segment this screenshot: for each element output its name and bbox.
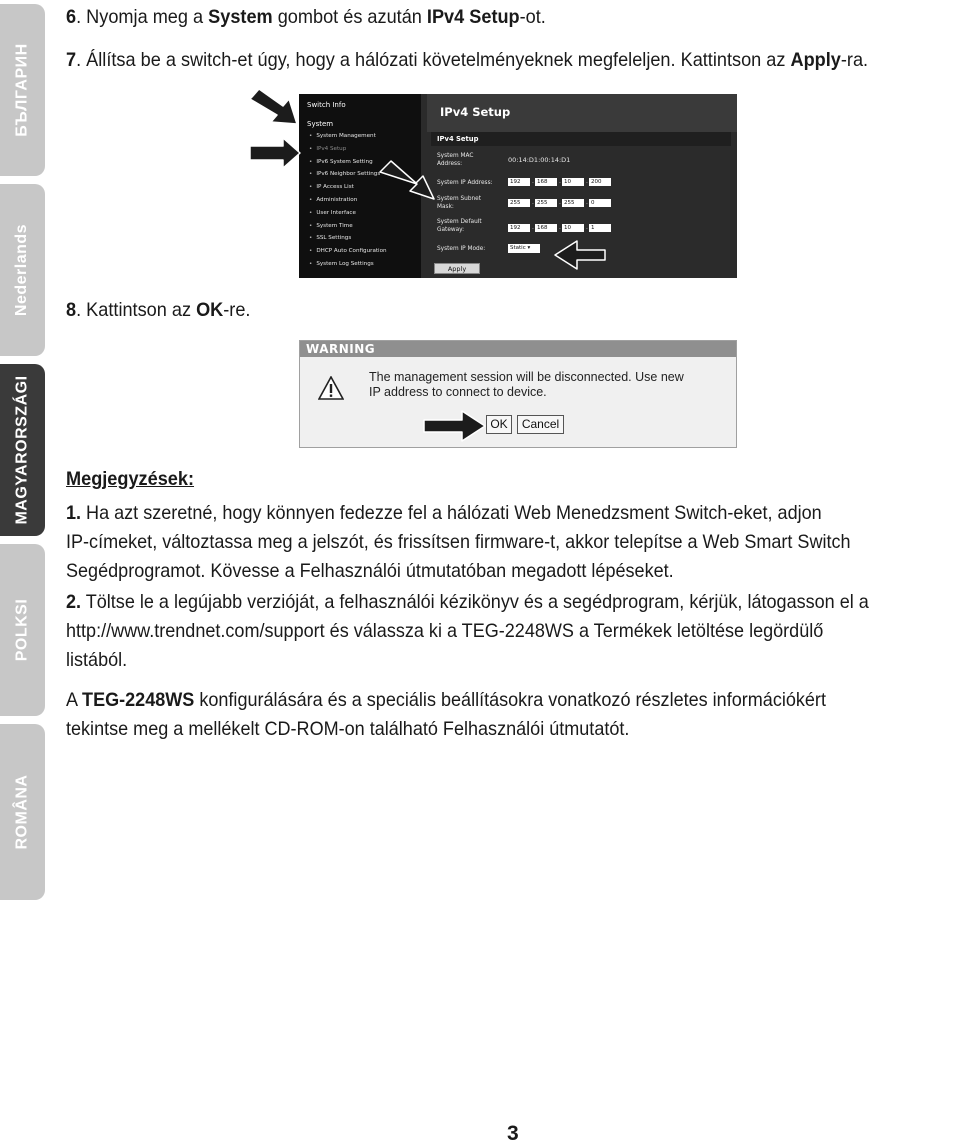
menu-item[interactable]: • DHCP Auto Configuration [309, 248, 387, 261]
page-title: IPv4 Setup [440, 105, 511, 119]
tab-polish[interactable] [0, 544, 45, 716]
tab-label: БЪЛГАРИН [13, 43, 31, 137]
arrow-icon [250, 89, 297, 124]
mask-octet-1[interactable]: 255 [508, 199, 530, 207]
note-2: 2. Töltse le a legújabb verzióját, a felhasználói kézikönyv és a segédprogram, kérjük, látogasson el a http://www.trendnet.com/support és válassza ki a TEG-2248WS a Termékek letöltése legördülő listából. [66, 591, 869, 671]
tab-dutch[interactable] [0, 184, 45, 356]
step-8: 8. Kattintson az OK-re. [66, 299, 251, 321]
gateway-octet-2[interactable]: 168 [535, 224, 557, 232]
tab-label: ROMÂNA [13, 774, 31, 850]
ipv4-setup-screenshot: Switch Info System • System Management • IPv4 Setup • IPv6 System Setting • IPv6 Neighbor Settings • IP Access List • Administration • User Interface • System Time • SSL Settings • DHCP Auto Configuration • System Log Settings IPv4 Setup IPv4 Setup System MAC Address: 00:14:D1:00:14:D1 System IP Address: 192 . 168 . 10 . 200 System Subnet Mask: 255 . 255 . 255 . 0 System Default Gateway: 192 . 168 . 10 . 1 System IP Mode: Static ▾ Apply [299, 94, 737, 278]
ip-octet-4[interactable]: 200 [589, 178, 611, 186]
warning-header [300, 341, 736, 357]
switch-info-header: Switch Info [307, 101, 346, 109]
ip-octet-2[interactable]: 168 [535, 178, 557, 186]
ip-octet-1[interactable]: 192 [508, 178, 530, 186]
section-title: IPv4 Setup [437, 135, 479, 143]
system-section-label[interactable]: System [307, 120, 334, 128]
warning-triangle-icon [318, 376, 344, 400]
tab-bulgarian[interactable] [0, 4, 45, 176]
menu-item[interactable]: • IPv6 System Setting [309, 159, 387, 172]
mac-value: 00:14:D1:00:14:D1 [508, 156, 571, 164]
ip-label: System IP Address: [437, 180, 493, 186]
gateway-octet-4[interactable]: 1 [589, 224, 611, 232]
gateway-label: System Default Gateway: [437, 219, 482, 233]
mask-label: System Subnet Mask: [437, 196, 482, 210]
tab-label: POLKSI [13, 598, 31, 662]
mask-octet-2[interactable]: 255 [535, 199, 557, 207]
menu-item-ipv4-setup[interactable]: • IPv4 Setup [309, 146, 387, 159]
apply-button[interactable]: Apply [434, 263, 480, 274]
tab-label: MAGYARORSZÁGI [13, 375, 31, 525]
ok-button[interactable]: OK [486, 415, 512, 434]
menu-item[interactable]: • User Interface [309, 210, 387, 223]
mac-label: System MAC Address: [437, 153, 474, 167]
ip-mode-select[interactable]: Static ▾ [508, 244, 540, 253]
page-number: 3 [507, 1122, 519, 1145]
menu-item[interactable]: • SSL Settings [309, 235, 387, 248]
arrow-icon [250, 138, 300, 168]
system-menu [309, 133, 387, 274]
warning-dialog [299, 340, 737, 448]
switch-sidebar [299, 94, 421, 278]
mask-octet-4[interactable]: 0 [589, 199, 611, 207]
step-6: 6. Nyomja meg a System gombot és azután IPv4 Setup-ot. [66, 6, 546, 28]
note-1: 1. Ha azt szeretné, hogy könnyen fedezze fel a hálózati Web Menedzsment Switch-eket, adjon IP-címeket, változtassa meg a jelszót, és frissítsen firmware-t, akkor telepítse a Web Smart Switch Segédprogramot. Kövesse a Felhasználói útmutatóban megadott lépéseket. [66, 502, 851, 582]
chevron-down-icon: ▾ [527, 245, 531, 251]
cancel-button[interactable]: Cancel [517, 415, 564, 434]
menu-item[interactable]: • System Log Settings [309, 261, 387, 274]
ipv4-title-bar [427, 94, 737, 132]
menu-item[interactable]: • System Time [309, 223, 387, 236]
tab-label: Nederlands [13, 223, 31, 317]
ipv4-subtitle-bar [431, 132, 731, 146]
menu-item[interactable]: • IPv6 Neighbor Settings [309, 171, 387, 184]
gateway-octet-1[interactable]: 192 [508, 224, 530, 232]
ip-mode-label: System IP Mode: [437, 246, 486, 252]
mask-octet-3[interactable]: 255 [562, 199, 584, 207]
step-7: 7. Állítsa be a switch-et úgy, hogy a hálózati követelményeknek megfeleljen. Kattintson az Apply-ra. [66, 49, 869, 71]
notes-title: Megjegyzések: [66, 468, 195, 490]
tab-hungarian[interactable] [0, 364, 45, 536]
ip-octet-3[interactable]: 10 [562, 178, 584, 186]
warning-title: WARNING [306, 342, 376, 356]
menu-item[interactable]: • Administration [309, 197, 387, 210]
warning-message: The management session will be disconnected. Use new IP address to connect to device. [369, 370, 684, 399]
menu-item[interactable]: • System Management [309, 133, 387, 146]
final-paragraph: A TEG-2248WS konfigurálására és a speciális beállításokra vonatkozó részletes információkért tekintse meg a mellékelt CD-ROM-on található Felhasználói útmutatót. [66, 689, 826, 740]
menu-item[interactable]: • IP Access List [309, 184, 387, 197]
gateway-octet-3[interactable]: 10 [562, 224, 584, 232]
tab-romanian[interactable] [0, 724, 45, 900]
